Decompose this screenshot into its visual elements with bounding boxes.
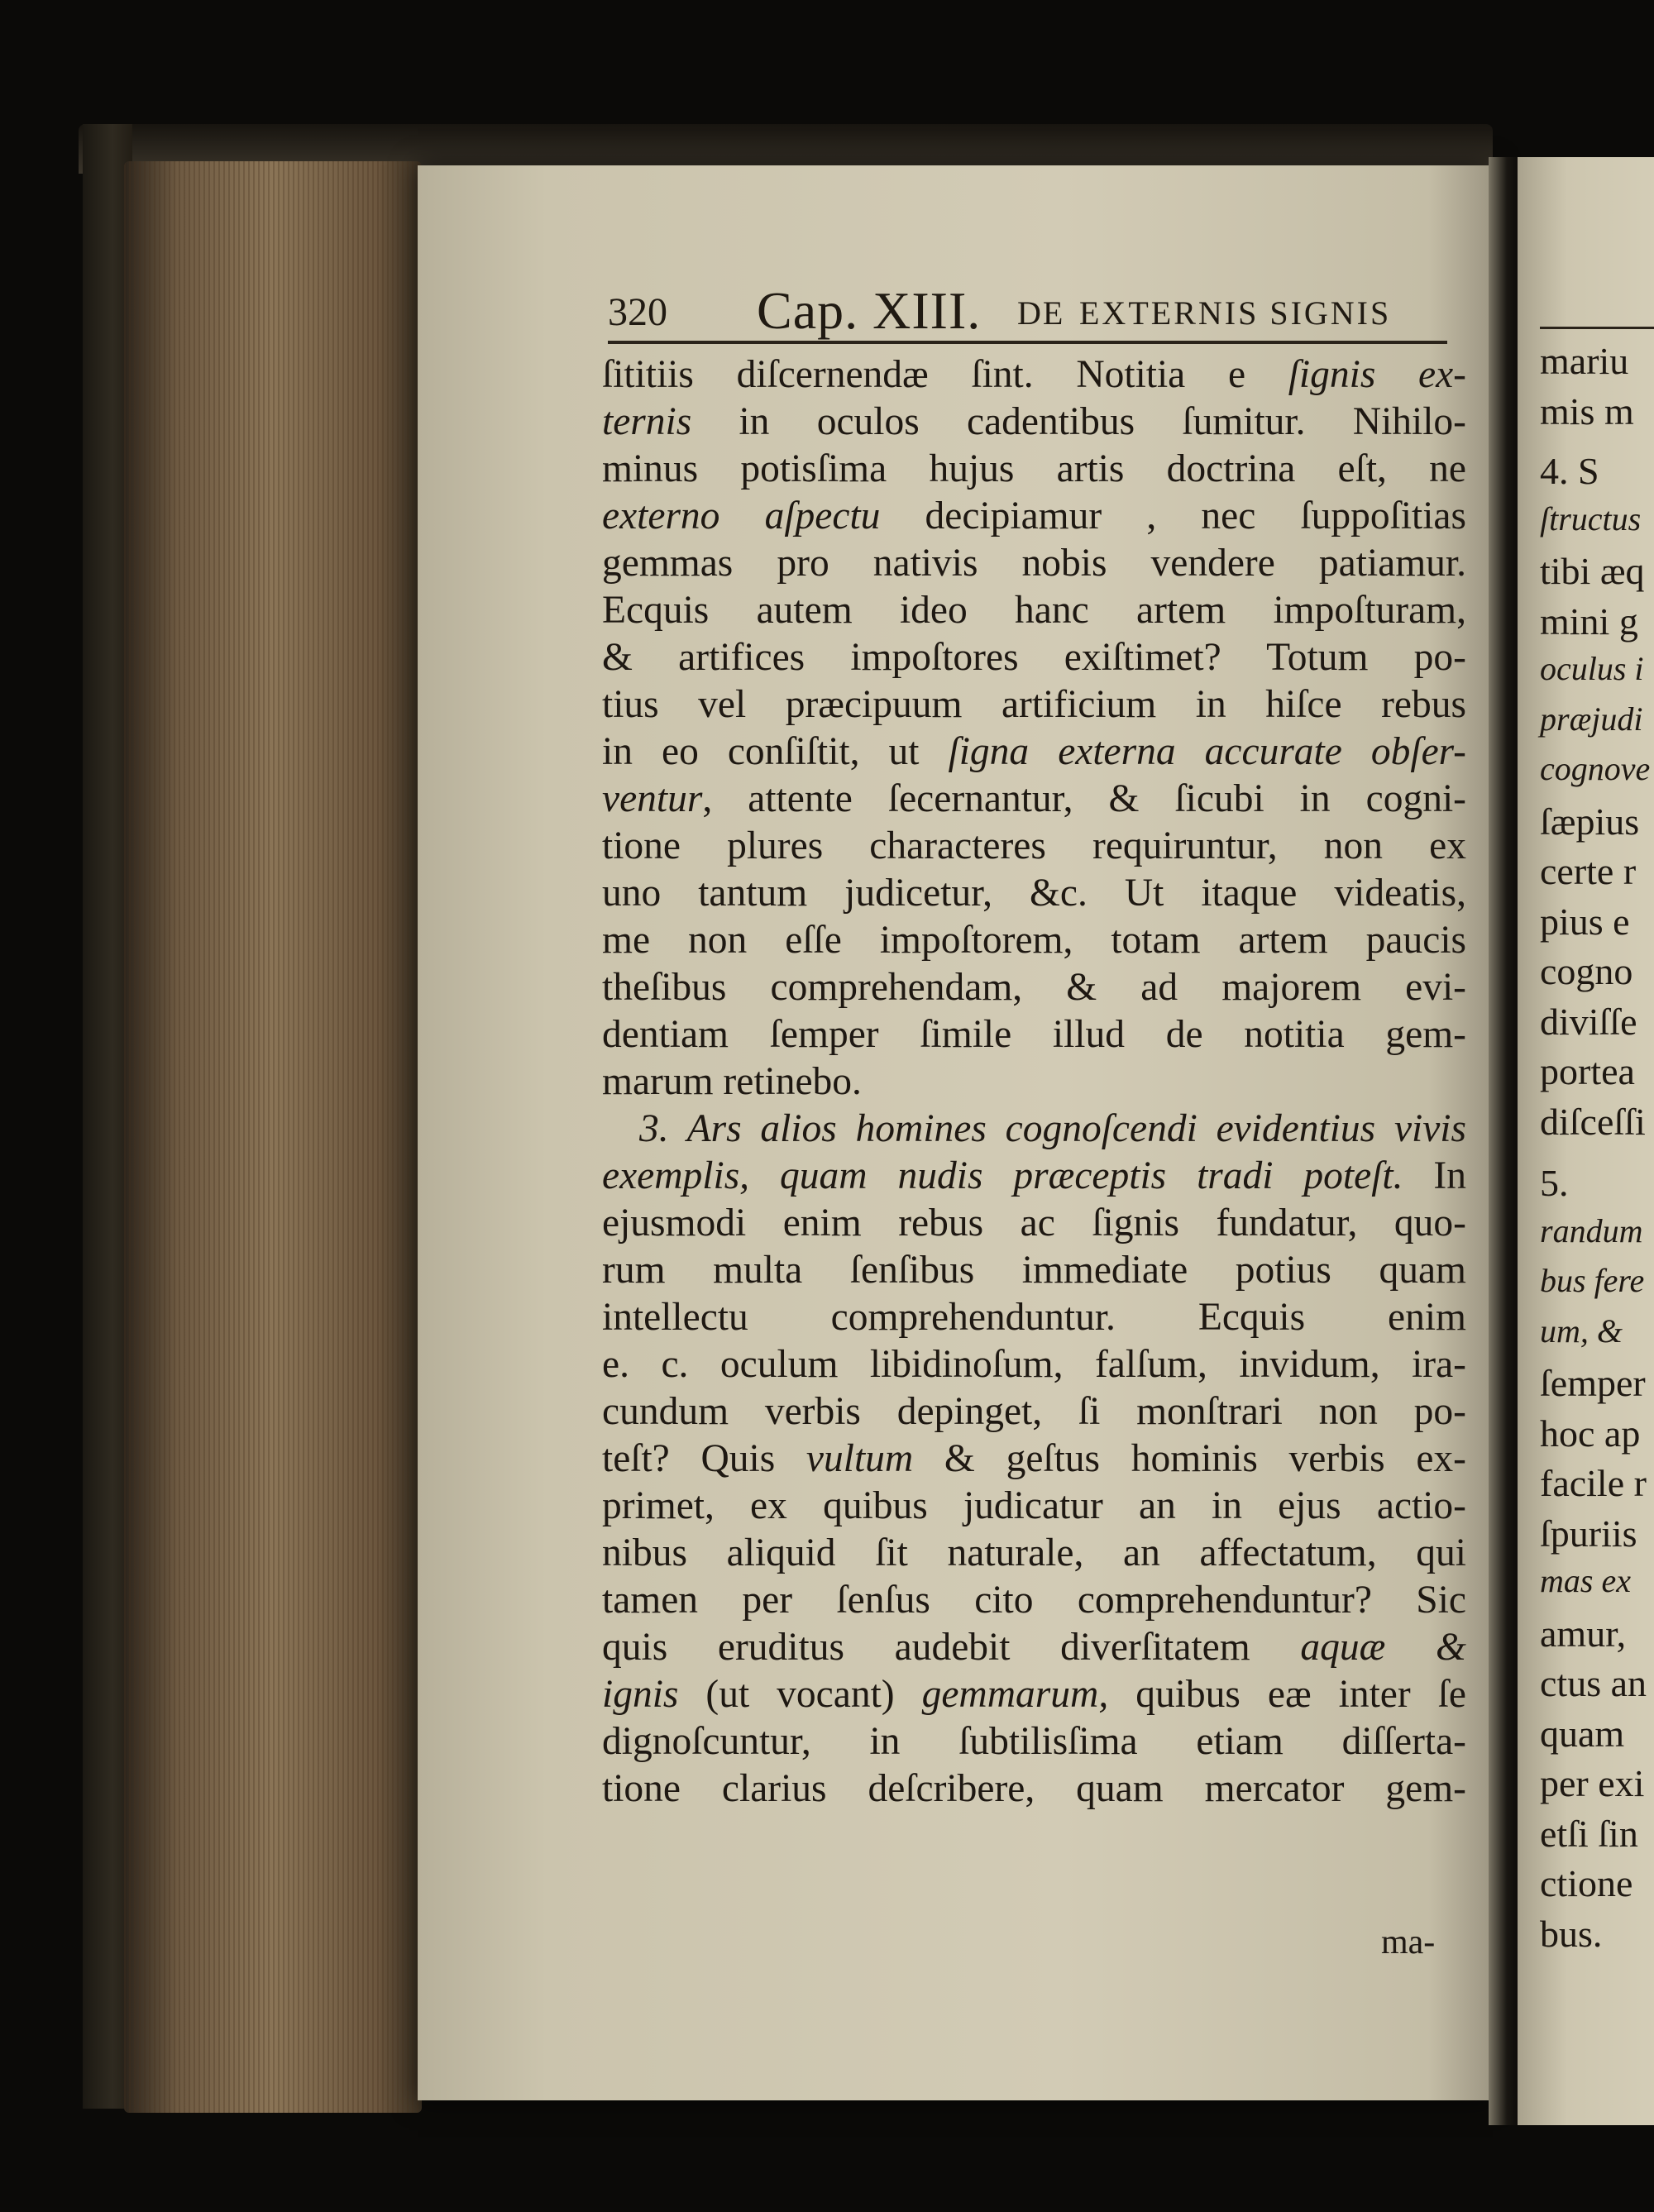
right-page-line: ſpuriis bbox=[1540, 1512, 1637, 1555]
right-page-rule bbox=[1540, 327, 1654, 329]
right-page-line: portea bbox=[1540, 1050, 1635, 1092]
italic-text: ternis bbox=[602, 400, 692, 443]
roman-text: primet, ex quibus judicatur an in ejus actio- bbox=[602, 1484, 1466, 1527]
roman-text: quibus eæ inter ſe bbox=[1108, 1673, 1466, 1716]
roman-text: rum multa ſenſibus immediate potius quam bbox=[602, 1249, 1466, 1292]
roman-text: in oculos cadentibus ſumitur. Nihilo- bbox=[691, 400, 1466, 443]
right-page-line: diviſſe bbox=[1540, 1000, 1637, 1043]
roman-text: tione clarius deſcribere, quam mercator gem- bbox=[602, 1767, 1466, 1810]
right-page-line: pius e bbox=[1540, 900, 1630, 943]
text-line bbox=[602, 776, 1466, 823]
page-edges bbox=[124, 161, 422, 2113]
italic-text: externo aſpectu bbox=[602, 494, 881, 537]
roman-text: Ecquis autem ideo hanc artem impoſturam, bbox=[602, 589, 1466, 632]
roman-text: uno tantum judicetur, &c. Ut itaque videatis, bbox=[602, 872, 1466, 915]
roman-text: (ut vocant) bbox=[678, 1673, 922, 1716]
roman-text: nibus aliquid ſit naturale, an affectatum, qui bbox=[602, 1531, 1466, 1574]
text-line bbox=[602, 1624, 1466, 1671]
text-line bbox=[602, 1106, 1466, 1153]
roman-text: gemmas pro nativis nobis vendere patiamur. bbox=[602, 542, 1466, 585]
text-line bbox=[602, 1765, 1466, 1813]
roman-text: , attente ſecernantur, & ſicubi in cogni- bbox=[702, 777, 1466, 820]
right-page-line: etſi ſin bbox=[1540, 1812, 1638, 1855]
text-line bbox=[602, 870, 1466, 917]
text-line bbox=[602, 540, 1466, 587]
right-page-line: ctus an bbox=[1540, 1662, 1647, 1704]
text-line bbox=[602, 823, 1466, 870]
text-line bbox=[602, 1294, 1466, 1341]
roman-text: cundum verbis depinget, ſi monſtrari non po- bbox=[602, 1390, 1466, 1433]
running-head-title: EXTERNIS SIGNIS bbox=[1079, 294, 1392, 332]
right-page-line: um, & bbox=[1540, 1311, 1623, 1350]
running-head bbox=[608, 281, 1460, 343]
running-head-de: DE bbox=[1017, 294, 1065, 332]
right-page-line: ctione bbox=[1540, 1862, 1633, 1904]
roman-text: In bbox=[1403, 1154, 1466, 1197]
italic-text: vultum bbox=[805, 1437, 914, 1480]
right-page-line: mas ex bbox=[1540, 1562, 1631, 1599]
roman-text: marum retinebo. bbox=[602, 1060, 862, 1103]
roman-text: in eo conſiſtit, ut bbox=[602, 730, 949, 773]
right-page-line: 5. bbox=[1540, 1162, 1569, 1204]
italic-text: gemmarum, bbox=[921, 1673, 1109, 1716]
text-line bbox=[602, 634, 1466, 681]
roman-text: me non eſſe impoſtorem, totam artem paucis bbox=[602, 919, 1466, 962]
right-page-line: bus fere bbox=[1540, 1262, 1645, 1299]
right-page-line: quam bbox=[1540, 1712, 1625, 1755]
right-page-line: facile r bbox=[1540, 1462, 1647, 1504]
roman-text: e. c. oculum libidinoſum, falſum, invidum, ira- bbox=[602, 1343, 1466, 1386]
roman-text: theſibus comprehendam, & ad majorem evi- bbox=[602, 966, 1466, 1009]
text-line bbox=[602, 493, 1466, 540]
book-gutter bbox=[1489, 157, 1522, 2125]
italic-text: ſigna externa accurate obſer- bbox=[948, 730, 1467, 773]
right-page-line: cognove bbox=[1540, 750, 1651, 787]
italic-text: aquæ & bbox=[1300, 1626, 1466, 1669]
text-line bbox=[602, 1153, 1466, 1200]
roman-text: tius vel præcipuum artificium in hiſce rebus bbox=[602, 683, 1466, 726]
roman-text: minus potisſima hujus artis doctrina eſt, ne bbox=[602, 447, 1466, 490]
right-page-line: ſemper bbox=[1540, 1362, 1646, 1404]
roman-text: ejusmodi enim rebus ac ſignis fundatur, quo- bbox=[602, 1202, 1466, 1245]
right-page-line: ſæpius bbox=[1540, 800, 1640, 843]
chapter-label: Cap. XIII. bbox=[757, 281, 982, 340]
italic-text: ignis bbox=[602, 1673, 679, 1716]
right-page-line: 4. S bbox=[1540, 450, 1599, 492]
text-line bbox=[602, 964, 1466, 1011]
roman-text: dignoſcuntur, in ſubtilisſima etiam diſſerta- bbox=[602, 1720, 1466, 1763]
roman-text: intellectu comprehenduntur. Ecquis enim bbox=[602, 1296, 1466, 1339]
text-line bbox=[602, 351, 1466, 399]
body-text bbox=[602, 351, 1466, 1813]
italic-text: ventur bbox=[602, 777, 703, 820]
roman-text: & artifices impoſtores exiſtimet? Totum po- bbox=[602, 636, 1466, 679]
right-page-line: cogno bbox=[1540, 950, 1633, 992]
right-page-line: mis m bbox=[1540, 389, 1634, 432]
right-page-line: amur, bbox=[1540, 1612, 1627, 1655]
text-line bbox=[602, 1671, 1466, 1718]
roman-text: dentiam ſemper ſimile illud de notitia gem- bbox=[602, 1013, 1466, 1056]
page-number: 320 bbox=[608, 290, 667, 334]
text-line bbox=[602, 1483, 1466, 1530]
italic-text: exemplis, quam nudis præceptis tradi poteſt. bbox=[602, 1154, 1403, 1197]
right-page-line: mini g bbox=[1540, 600, 1638, 643]
catchword: ma- bbox=[1381, 1923, 1436, 1961]
text-line bbox=[602, 1388, 1466, 1436]
text-line bbox=[602, 1577, 1466, 1624]
roman-text: ſititiis diſcernendæ ſint. Notitia e bbox=[602, 353, 1288, 396]
right-page-line: diſceſſi bbox=[1540, 1100, 1646, 1143]
right-page-line: per exi bbox=[1540, 1762, 1645, 1804]
roman-text: quis eruditus audebit diverſitatem bbox=[602, 1626, 1301, 1669]
text-line bbox=[602, 1011, 1466, 1058]
text-line bbox=[602, 1718, 1466, 1765]
text-line bbox=[602, 917, 1466, 964]
text-line bbox=[602, 1436, 1466, 1483]
right-page-line: ſtructus bbox=[1540, 499, 1642, 537]
text-line bbox=[602, 1200, 1466, 1247]
italic-text: 3. Ars alios homines cognoſcendi evidentius vivis bbox=[639, 1107, 1466, 1150]
right-page-line: tibi æq bbox=[1540, 550, 1645, 592]
text-line bbox=[602, 1058, 1466, 1106]
text-line bbox=[602, 729, 1466, 776]
italic-text: ſignis ex- bbox=[1288, 353, 1466, 396]
roman-text: tamen per ſenſus cito comprehenduntur? Sic bbox=[602, 1579, 1466, 1622]
roman-text: & geſtus hominis verbis ex- bbox=[913, 1437, 1466, 1480]
right-page-line: oculus i bbox=[1540, 650, 1644, 687]
text-line bbox=[602, 1530, 1466, 1577]
head-rule bbox=[608, 341, 1447, 344]
text-line bbox=[602, 587, 1466, 634]
right-page-line: certe r bbox=[1540, 850, 1637, 892]
text-line bbox=[602, 446, 1466, 493]
text-line bbox=[602, 1247, 1466, 1294]
roman-text: decipiamur , nec ſuppoſitias bbox=[880, 494, 1466, 537]
right-page-line: hoc ap bbox=[1540, 1412, 1641, 1455]
right-page-line: præjudi bbox=[1540, 700, 1643, 738]
text-line bbox=[602, 1341, 1466, 1388]
text-line bbox=[602, 399, 1466, 446]
roman-text: tione plures characteres requiruntur, non ex bbox=[602, 824, 1466, 867]
right-page-line: bus. bbox=[1540, 1912, 1603, 1955]
roman-text: teſt? Quis bbox=[602, 1437, 806, 1480]
right-page-line: randum bbox=[1540, 1211, 1643, 1249]
text-line bbox=[602, 681, 1466, 729]
right-page-line: mariu bbox=[1540, 340, 1629, 382]
